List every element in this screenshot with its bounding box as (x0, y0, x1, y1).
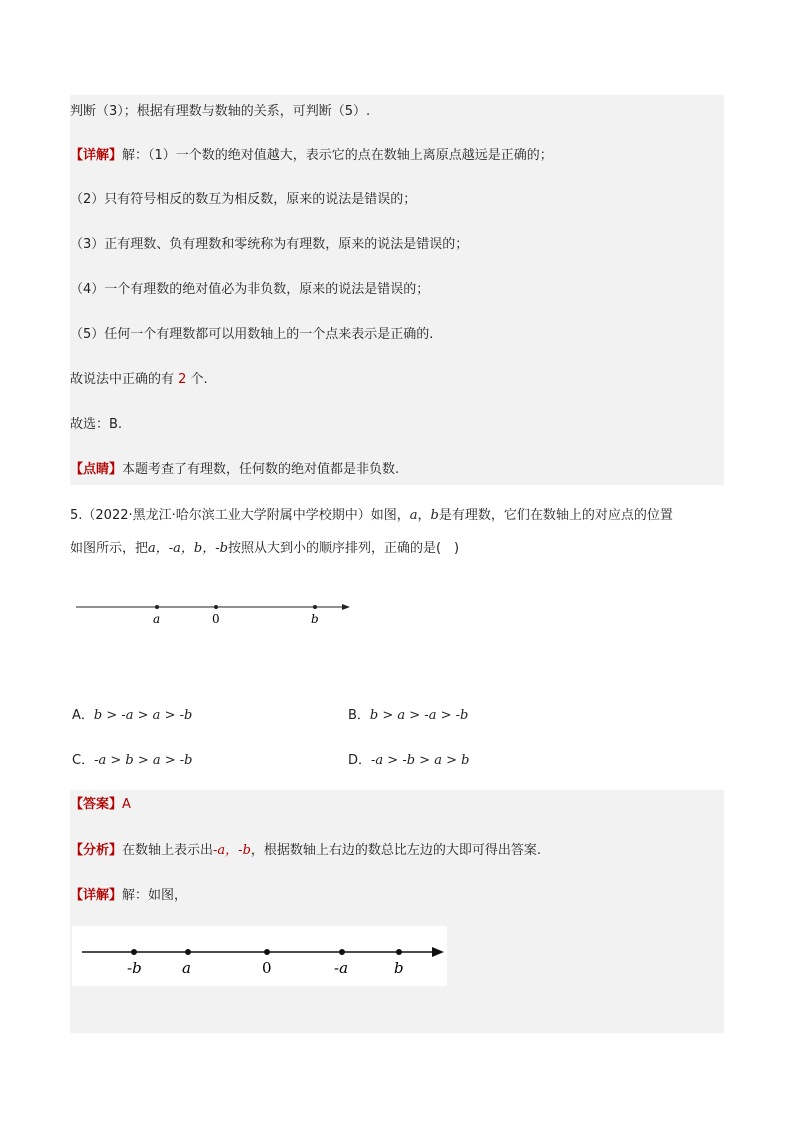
conclusion-pre: 故说法中正确的有 (70, 372, 179, 387)
label-a: a (153, 612, 161, 626)
sol-point-a (185, 949, 191, 955)
analysis-line (70, 842, 541, 860)
sol-point-b (396, 949, 402, 955)
conclusion-number: 2 (178, 372, 187, 387)
answer-line (70, 796, 131, 814)
option-b-key: B． (348, 708, 370, 723)
sol-label-neg-b: -b (127, 959, 142, 977)
point-a (155, 605, 159, 609)
analysis-pre: 在数轴上表示出 (122, 843, 214, 858)
option-b-expr: b > a > -a > -b (369, 708, 469, 723)
solution-number-line-panel (72, 926, 447, 986)
choice-line: 故选：B. (70, 417, 123, 432)
detail-text: 解：（1）一个数的绝对值越大，表示它的点在数轴上离原点越远是正确的； (122, 148, 553, 163)
detail-line (70, 147, 553, 165)
option-a-expr: b > -a > a > -b (93, 708, 193, 723)
analysis-vars: -a，-b (213, 843, 251, 858)
judge-line: 判断（3）；根据有理数与数轴的关系，可判断（5）. (70, 104, 371, 119)
question5-var-b: b (430, 508, 439, 523)
question5-var-a: a (409, 508, 418, 523)
label-zero: 0 (212, 612, 220, 626)
sol-label-b: b (394, 959, 404, 977)
option-d (348, 752, 469, 770)
analysis-tag: 【分析】 (70, 843, 123, 858)
comment-text: 本题考查了有理数，任何数的绝对值都是非负数. (122, 462, 400, 477)
label-b: b (311, 612, 319, 626)
sol-point-neg-a (339, 949, 345, 955)
point-b (313, 605, 317, 609)
option-a-key: A． (72, 708, 94, 723)
sol-point-neg-b (131, 949, 137, 955)
answer-tag: 【答案】 (70, 797, 123, 812)
solution-detail-tag: 【详解】 (70, 888, 123, 903)
question5-line2-pre: 如图所示，把 (70, 541, 149, 556)
option-c (72, 752, 192, 770)
sol-label-a: a (182, 959, 191, 977)
question5-list: a，-a，b，-b (148, 541, 228, 556)
option-a (72, 707, 192, 725)
option-d-key: D． (348, 753, 372, 768)
question5-prefix: 5.（2022·黑龙江·哈尔滨工业大学附属中学校期中）如图， (70, 508, 410, 523)
question5-line2 (70, 540, 459, 558)
option-c-expr: -a > b > a > -b (94, 753, 193, 768)
option-c-key: C． (72, 753, 95, 768)
solution-number-line (72, 926, 447, 986)
detail-tag: 【详解】 (70, 148, 123, 163)
comment-line (70, 461, 399, 479)
item-4: （4）一个有理数的绝对值必为非负数，原来的说法是错误的； (70, 282, 430, 297)
sol-label-neg-a: -a (334, 959, 349, 977)
item-2: （2）只有符号相反的数互为相反数，原来的说法是错误的； (70, 192, 417, 207)
question5-sep: ， (417, 508, 431, 523)
point-zero (214, 605, 218, 609)
item-5: （5）任何一个有理数都可以用数轴上的一个点来表示是正确的. (70, 327, 434, 342)
sol-label-zero: 0 (262, 959, 272, 977)
question-number-line (72, 595, 357, 630)
sol-point-zero (264, 949, 270, 955)
option-d-expr: -a > -b > a > b (371, 753, 470, 768)
question5-line1 (70, 507, 673, 525)
solution-detail-text: 解：如图， (122, 888, 188, 903)
question5-line2-post: 按照从大到小的顺序排列，正确的是( ) (227, 541, 460, 556)
analysis-post: ，根据数轴上右边的数总比左边的大即可得出答案. (250, 843, 542, 858)
answer-value: A (122, 797, 131, 812)
item-3: （3）正有理数、负有理数和零统称为有理数，原来的说法是错误的； (70, 237, 469, 252)
solution-panel-bottom (70, 790, 724, 1033)
comment-tag: 【点睛】 (70, 462, 123, 477)
question5-suffix: 是有理数，它们在数轴上的对应点的位置 (438, 508, 673, 523)
solution-detail-line (70, 887, 187, 905)
conclusion-post: 个. (186, 372, 208, 387)
conclusion-line (70, 371, 208, 389)
option-b (348, 707, 468, 725)
